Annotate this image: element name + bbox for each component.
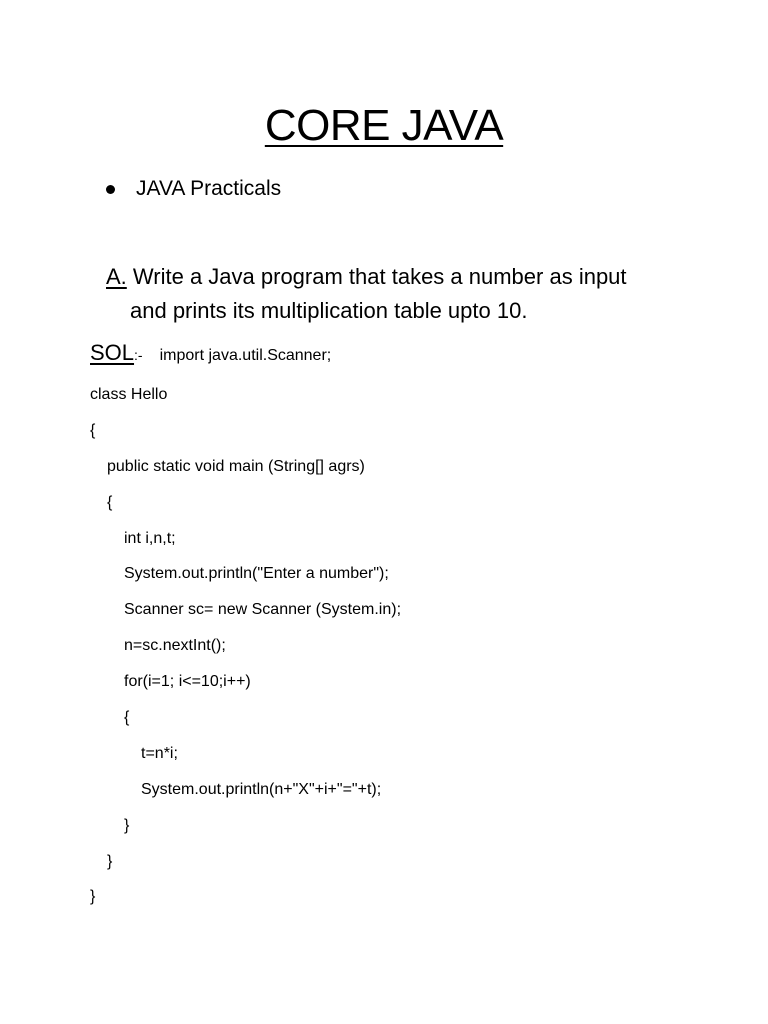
code-line: class Hello	[90, 386, 168, 403]
code-line: {	[124, 709, 130, 727]
question-line-2: and prints its multiplication table upto 10.	[130, 298, 528, 323]
code-block	[90, 383, 401, 921]
code-line: t=n*i;	[141, 744, 178, 762]
page-title-text: CORE JAVA	[264, 101, 504, 150]
code-line: {	[90, 421, 96, 439]
solution-label: SOL	[90, 340, 135, 365]
code-line: public static void main (String[] agrs)	[107, 457, 365, 475]
code-line: n=sc.nextInt();	[124, 637, 226, 655]
code-line: }	[90, 888, 96, 906]
question-block	[106, 260, 686, 328]
page-title	[0, 98, 768, 154]
question-text-1: Write a Java program that takes a number as input	[126, 264, 627, 289]
question-line-1	[106, 260, 686, 294]
code-line: for(i=1; i<=10;i++)	[124, 673, 251, 691]
code-line: Scanner sc= new Scanner (System.in);	[124, 601, 402, 619]
question-marker: A.	[106, 264, 127, 289]
code-line: int i,n,t;	[124, 529, 176, 547]
bullet-text: JAVA Practicals	[136, 177, 282, 200]
solution-separator: :-	[134, 347, 143, 363]
code-line: System.out.println(n+"X"+i+"="+t);	[141, 780, 382, 798]
solution-import-line: import java.util.Scanner;	[159, 347, 332, 364]
bullet-item	[106, 172, 281, 206]
code-line: {	[107, 493, 113, 511]
code-line: System.out.println("Enter a number");	[124, 565, 389, 583]
solution-header	[90, 340, 331, 372]
code-line: }	[107, 852, 113, 870]
code-line: }	[124, 816, 130, 834]
bullet-dot-icon	[106, 185, 115, 194]
